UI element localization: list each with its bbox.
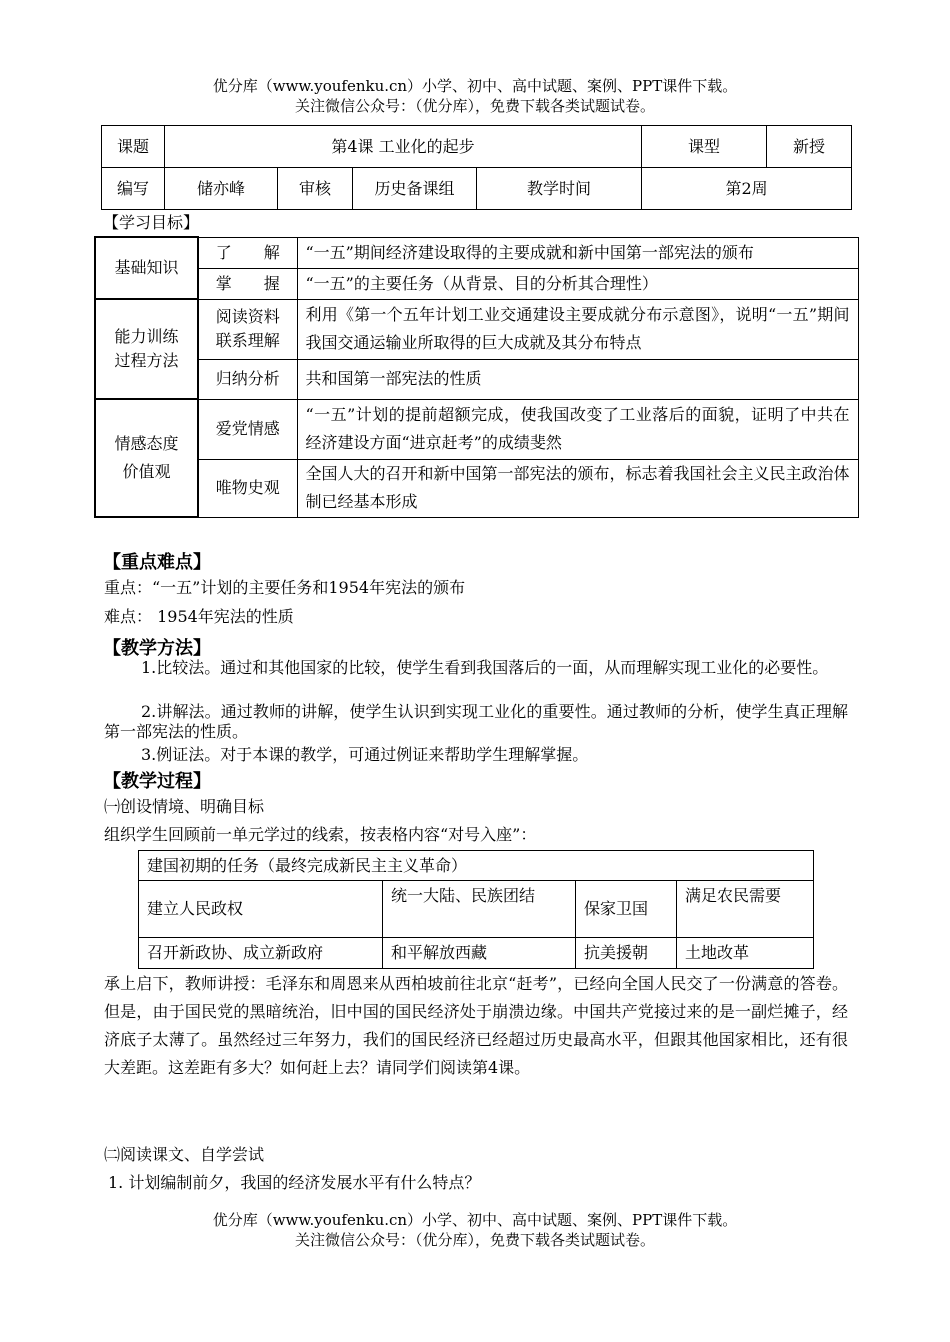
- type-label: 课型: [642, 126, 767, 168]
- header-line-2: 关注微信公众号：（优分库），免费下载各类试题试卷。: [294, 97, 655, 115]
- task-header: 建立人民政权: [139, 881, 383, 938]
- task-header: 保家卫国: [576, 881, 677, 938]
- goal-content: “一五”期间经济建设取得的主要成就和新中国第一部宪法的颁布: [297, 237, 858, 268]
- ability-label-line-1: 能力训练: [114, 327, 179, 346]
- goal-content: 全国人大的召开和新中国第一部宪法的颁布，标志着我国社会主义民主政治体制已经基本形成: [297, 459, 858, 517]
- emotion-label: [95, 399, 198, 517]
- header-line-1: 优分库（www.youfenku.cn）小学、初中、高中试题、案例、PPT课件下载。: [212, 77, 738, 95]
- task-value: 和平解放西藏: [383, 938, 576, 969]
- review-label: 审核: [278, 168, 353, 210]
- goal-content: 共和国第一部宪法的性质: [297, 359, 858, 399]
- task-value: 土地改革: [677, 938, 814, 969]
- process-step-1: ㈠创设情境、明确目标: [104, 797, 265, 816]
- goal-content: “一五”计划的提前超额完成，使我国改变了工业落后的面貌，证明了中共在经济建设方面“进京赶考”的成绩斐然: [297, 399, 858, 459]
- process-step-2: ㈡阅读课文、自学尝试: [104, 1145, 265, 1164]
- goal-label: 掌 握: [198, 268, 297, 299]
- method-item: 2.讲解法。通过教师的讲解，使学生认识到实现工业化的重要性。通过教师的分析，使学生真正理解第一部宪法的性质。: [104, 702, 848, 741]
- method-item: 3.例证法。对于本课的教学，可通过例证来帮助学生理解掌握。: [141, 745, 589, 764]
- goal-label: 了 解: [198, 237, 297, 268]
- topic-label: 课题: [102, 126, 165, 168]
- goal-content: 利用《第一个五年计划工业交通建设主要成就分布示意图》，说明“一五”期间我国交通运输业所取得的巨大成就及其分布特点: [297, 299, 858, 359]
- key-point: 重点：“一五”计划的主要任务和1954年宪法的颁布: [104, 578, 466, 597]
- question-1: 1. 计划编制前夕，我国的经济发展水平有什么特点？: [108, 1173, 481, 1192]
- goals-heading: 【学习目标】: [103, 213, 200, 232]
- goal-label-line-1: 阅读资料: [215, 307, 280, 326]
- task-table: [138, 850, 814, 969]
- review-value: 历史备课组: [353, 168, 477, 210]
- task-table-title: 建国初期的任务（最终完成新民主主义革命）: [139, 851, 814, 881]
- emotion-label-line-2: 价值观: [122, 462, 171, 481]
- goal-label: 唯物史观: [198, 459, 297, 517]
- goal-content: “一五”的主要任务（从背景、目的分析其合理性）: [297, 268, 858, 299]
- goal-label: 归纳分析: [198, 359, 297, 399]
- methods-heading: 【教学方法】: [103, 638, 211, 659]
- ability-label-line-2: 过程方法: [114, 351, 179, 370]
- task-header: 统一大陆、民族团结: [383, 881, 576, 938]
- footer-line-2: 关注微信公众号：（优分库），免费下载各类试题试卷。: [294, 1231, 655, 1249]
- process-heading: 【教学过程】: [103, 771, 211, 792]
- time-value: 第2周: [642, 168, 852, 210]
- goal-label: [198, 299, 297, 359]
- ability-label: [95, 299, 198, 399]
- emotion-label-line-1: 情感态度: [114, 434, 179, 453]
- task-value: 抗美援朝: [576, 938, 677, 969]
- method-item: 1.比较法。通过和其他国家的比较，使学生看到我国落后的一面，从而理解实现工业化的必要性。: [141, 658, 829, 677]
- author-label: 编写: [102, 168, 165, 210]
- time-label: 教学时间: [477, 168, 642, 210]
- basic-knowledge-label: 基础知识: [95, 237, 198, 299]
- difficult-point: 难点： 1954年宪法的性质: [104, 607, 294, 626]
- process-intro: 组织学生回顾前一单元学过的线索，按表格内容“对号入座”：: [104, 825, 537, 844]
- learning-goals-table: [94, 236, 859, 518]
- task-header: 满足农民需要: [677, 881, 814, 938]
- type-value: 新授: [767, 126, 852, 168]
- topic-value: 第4课 工业化的起步: [165, 126, 642, 168]
- key-points-heading: 【重点难点】: [103, 552, 211, 573]
- task-value: 召开新政协、成立新政府: [139, 938, 383, 969]
- footer-line-1: 优分库（www.youfenku.cn）小学、初中、高中试题、案例、PPT课件下载。: [212, 1211, 738, 1229]
- author-value: 储亦峰: [165, 168, 278, 210]
- lesson-info-table: [101, 125, 852, 210]
- narration-paragraph: 承上启下，教师讲授：毛泽东和周恩来从西柏坡前往北京“赶考”，已经向全国人民交了一份满意的答卷。但是，由于国民党的黑暗统治，旧中国的国民经济处于崩溃边缘。中国共产党接过来的是一副烂摊子，经济底子太薄了。虽然经过三年努力，我们的国民经济已经超过历史最高水平，但跟其他国家相比，还有很大差距。这差距有多大？如何赶上去？请同学们阅读第4课。: [104, 974, 848, 1077]
- goal-label: 爱党情感: [198, 399, 297, 459]
- goal-label-line-2: 联系理解: [215, 331, 280, 350]
